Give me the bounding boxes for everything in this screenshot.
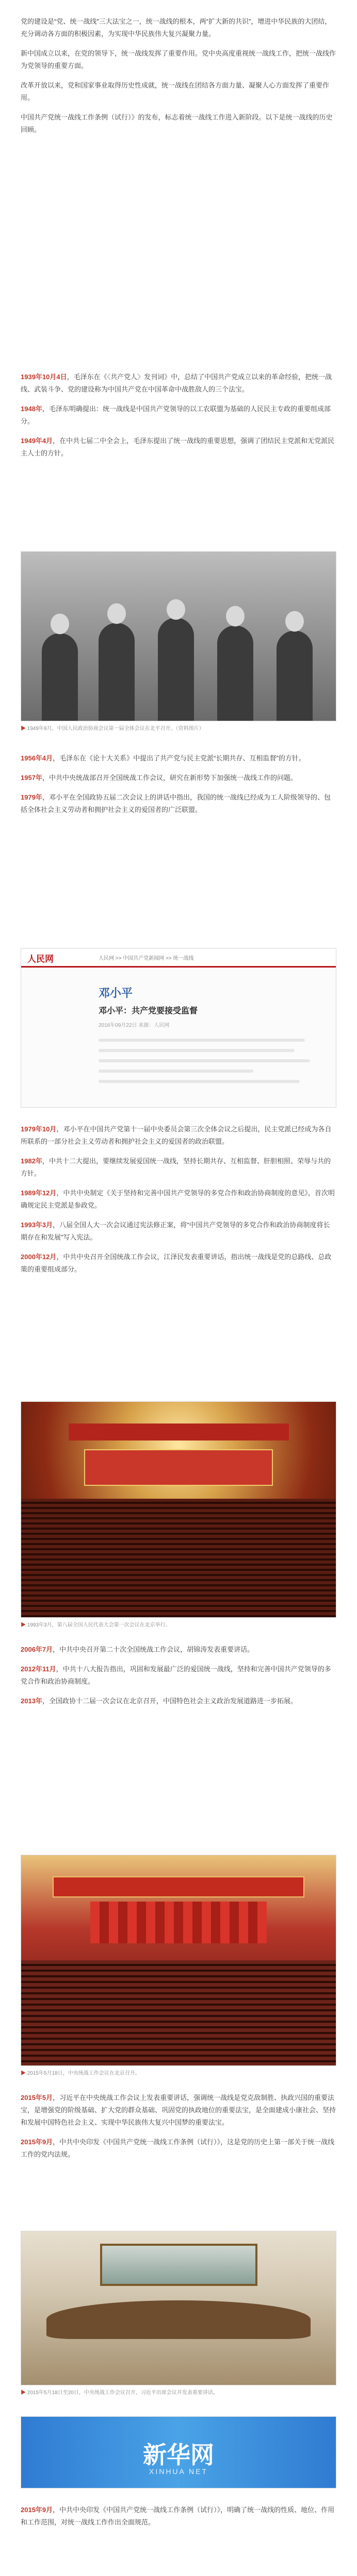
timeline-block-6	[21, 2504, 336, 2529]
timeline-entry: 1948年，毛泽东明确提出：统一战线是中国共产党领导的以工农联盟为基础的人民民主专政的重要组成部分。	[21, 405, 331, 425]
entry-text: 中共十八大报告指出，巩固和发展最广泛的爱国统一战线，坚持和完善中国共产党领导的多党合作和政治协商制度。	[21, 1665, 331, 1685]
great-hall-photo	[21, 1401, 336, 1618]
xinhua-logo-text: 新华网	[143, 2441, 214, 2469]
intro-paragraph-3: 改革开放以来，党和国家事业取得历史性成就，统一战线在团结各方面力量、凝聚人心方面发挥了重要作用。	[21, 81, 330, 101]
entry-date: 1948年	[21, 405, 42, 413]
entry-date: 2012年11月	[21, 1665, 56, 1673]
intro-paragraph-2: 新中国成立以来，在党的领导下，统一战线发挥了重要作用。党中央高度重视统一战线工作，把统一战线作为党领导的重要方面。	[21, 49, 336, 70]
entry-text: 习近平在中央统战工作会议上发表重要讲话，强调统一战线是党克敌制胜、执政兴国的重要法宝，是增强党的阶级基础、扩大党的群众基础、巩固党的执政地位的重要法宝，是全面建成小康社会、坚持和发展中国特色社会主义、实现中华民族伟大复兴中国梦的重要法宝。	[21, 2094, 336, 2126]
entry-text: 中共中央印发《中国共产党统一战线工作条例（试行）》，这是党的历史上第一部关于统一战线工作的党内法规。	[21, 2138, 335, 2158]
entry-date: 1979年10月	[21, 1125, 57, 1133]
entry-text: 中共十二大提出，要继续发展爱国统一战线，坚持长期共存、互相监督、肝胆相照、荣辱与共的方针。	[21, 1157, 331, 1177]
timeline-entry: 2000年12月，中共中央召开全国统战工作会议，江泽民发表重要讲话，指出统一战线是党的总路线、总政策的重要组成部分。	[21, 1253, 332, 1273]
timeline-entry: 1956年4月，毛泽东在《论十大关系》中提出了共产党与民主党派“长期共存、互相监督”的方针。	[21, 754, 305, 762]
entry-text: 八届全国人大一次会议通过宪法修正案，将“中国共产党领导的多党合作和政治协商制度将长期存在和发展”写入宪法。	[21, 1221, 330, 1241]
timeline-entry: 2012年11月，中共十八大报告指出，巩固和发展最广泛的爱国统一战线，坚持和完善中国共产党领导的多党合作和政治协商制度。	[21, 1665, 331, 1685]
timeline-entry: 2006年7月，中共中央召开第二十次全国统战工作会议，胡锦涛发表重要讲话。	[21, 1646, 254, 1653]
timeline-block-5	[21, 2092, 336, 2161]
timeline-entry: 1939年10月4日，毛泽东在《〈共产党人〉发刊词》中，总结了中国共产党成立以来的革命经验，把统一战线、武装斗争、党的建设称为中国共产党在中国革命中战胜敌人的三个法宝。	[21, 373, 332, 393]
photo-caption-2: ▶ 1993年3月，第八届全国人民代表大会第一次会议在北京举行。	[21, 1622, 336, 1629]
entry-date: 1993年3月	[21, 1221, 53, 1229]
entry-text: 中共中央印发《中国共产党统一战线工作条例（试行）》，明确了统一战线的性质、地位、作用和工作范围，对统一战线工作作出全面规范。	[21, 2506, 335, 2526]
timeline-entry: 2013年，全国政协十二届一次会议在北京召开，中国特色社会主义政治发展道路进一步拓展。	[21, 1697, 297, 1705]
news-page-screenshot	[21, 948, 336, 1108]
entry-text: 毛泽东在《论十大关系》中提出了共产党与民主党派“长期共存、互相监督”的方针。	[59, 754, 305, 762]
news-headline: 邓小平：共产党要接受监督	[99, 1007, 198, 1015]
timeline-block-2	[21, 752, 336, 816]
entry-date: 2000年12月	[21, 1253, 57, 1261]
news-meta: 2016年09月22日 来源：人民网	[99, 1023, 170, 1028]
entry-date: 1949年4月	[21, 437, 53, 445]
meeting-room-photo	[21, 2231, 336, 2385]
timeline-entry: 1979年，邓小平在全国政协五届二次会议上的讲话中指出，我国的统一战线已经成为工人阶级领导的、包括全体社会主义劳动者和拥护社会主义的爱国者的广泛联盟。	[21, 793, 331, 814]
timeline-entry: 1993年3月，八届全国人大一次会议通过宪法修正案，将“中国共产党领导的多党合作和政治协商制度将长期存在和发展”写入宪法。	[21, 1221, 330, 1241]
timeline-block-3	[21, 1123, 336, 1276]
entry-text: 在中共七届二中全会上，毛泽东提出了统一战线的重要思想，强调了团结民主党派和无党派民主人士的方针。	[21, 437, 335, 457]
timeline-entry: 1989年12月，中共中央制定《关于坚持和完善中国共产党领导的多党合作和政治协商制度的意见》，首次明确规定民主党派是参政党。	[21, 1189, 335, 1209]
entry-date: 2013年	[21, 1697, 42, 1705]
entry-text: 中共中央统战部召开全国统战工作会议，研究在新形势下加强统一战线工作的问题。	[48, 774, 297, 782]
entry-text: 邓小平在中国共产党第十一届中央委员会第三次全体会议之后提出，民主党派已经成为各自所联系的一部分社会主义劳动者和拥护社会主义的爱国者的政治联盟。	[21, 1125, 332, 1145]
entry-text: 全国政协十二届一次会议在北京召开，中国特色社会主义政治发展道路进一步拓展。	[48, 1697, 297, 1705]
news-logo: 人民网	[27, 954, 54, 964]
entry-date: 2015年9月	[21, 2138, 53, 2146]
intro-paragraph-4: 中国共产党统一战线工作条例（试行）》的发布，标志着统一战线工作进入新阶段。以下是统一战线的历史回顾。	[21, 113, 333, 133]
entry-date: 1939年10月4日	[21, 373, 67, 381]
timeline-block-4	[21, 1643, 336, 1707]
entry-date: 1956年4月	[21, 754, 53, 762]
entry-text: 中共中央召开全国统战工作会议，江泽民发表重要讲话，指出统一战线是党的总路线、总政策的重要组成部分。	[21, 1253, 332, 1273]
entry-date: 1957年	[21, 774, 42, 782]
news-breadcrumb: 人民网 >> 中国共产党新闻网 >> 统一战线	[99, 956, 194, 961]
photo-caption-1: ▶ 1949年9月，中国人民政治协商会议第一届全体会议在北平召开。（资料图片）	[21, 725, 336, 733]
timeline-entry: 1949年4月，在中共七届二中全会上，毛泽东提出了统一战线的重要思想，强调了团结民主党派和无党派民主人士的方针。	[21, 437, 335, 457]
timeline-entry: 1982年，中共十二大提出，要继续发展爱国统一战线，坚持长期共存、互相监督、肝胆相照、荣辱与共的方针。	[21, 1157, 331, 1177]
timeline-block-1	[21, 371, 336, 460]
photo-caption-4: ▶ 2015年5月18日至20日，中央统战工作会议召开，习近平出席会议并发表重要讲话。	[21, 2389, 336, 2397]
timeline-entry: 1957年，中共中央统战部召开全国统战工作会议，研究在新形势下加强统一战线工作的问题。	[21, 774, 297, 782]
entry-date: 2006年7月	[21, 1646, 53, 1653]
entry-date: 1979年	[21, 793, 42, 801]
entry-date: 1982年	[21, 1157, 42, 1165]
timeline-entry: 2015年9月，中共中央印发《中国共产党统一战线工作条例（试行）》，明确了统一战线的性质、地位、作用和工作范围，对统一战线工作作出全面规范。	[21, 2506, 335, 2526]
photo-caption-3: ▶ 2015年5月18日，中央统战工作会议在北京召开。	[21, 2070, 336, 2077]
entry-text: 中共中央召开第二十次全国统战工作会议，胡锦涛发表重要讲话。	[59, 1646, 254, 1653]
historic-meeting-photo	[21, 551, 336, 721]
entry-text: 毛泽东明确提出：统一战线是中国共产党领导的以工农联盟为基础的人民民主专政的重要组成部分。	[21, 405, 331, 425]
timeline-entry: 2015年9月，中共中央印发《中国共产党统一战线工作条例（试行）》，这是党的历史上第一部关于统一战线工作的党内法规。	[21, 2138, 335, 2158]
xinhua-logo-sub: XINHUA NET	[149, 2467, 208, 2476]
timeline-entry: 1979年10月，邓小平在中国共产党第十一届中央委员会第三次全体会议之后提出，民主党派已经成为各自所联系的一部分社会主义劳动者和拥护社会主义的爱国者的政治联盟。	[21, 1125, 332, 1145]
entry-date: 1989年12月	[21, 1189, 57, 1197]
news-header	[21, 948, 336, 968]
intro-paragraph-1: 党的建设是“党、统一战线”三大法宝之一，统一战线的根本，两“扩大新的共识”，增进中华民族的大团结，充分调动各方面的积极因素，为实现中华民族伟大复兴凝聚力量。	[21, 18, 332, 38]
entry-text: 邓小平在全国政协五届二次会议上的讲话中指出，我国的统一战线已经成为工人阶级领导的、包括全体社会主义劳动者和拥护社会主义的爱国者的广泛联盟。	[21, 793, 331, 814]
xinhua-banner	[21, 2416, 336, 2488]
congress-hall-photo	[21, 1855, 336, 2066]
entry-text: 中共中央制定《关于坚持和完善中国共产党领导的多党合作和政治协商制度的意见》，首次明确规定民主党派是参政党。	[21, 1189, 335, 1209]
entry-text: 毛泽东在《〈共产党人〉发刊词》中，总结了中国共产党成立以来的革命经验，把统一战线、武装斗争、党的建设称为中国共产党在中国革命中战胜敌人的三个法宝。	[21, 373, 332, 393]
intro-block	[21, 15, 336, 136]
entry-date: 2015年5月	[21, 2094, 53, 2102]
news-name: 邓小平	[99, 987, 133, 1000]
entry-date: 2015年9月	[21, 2506, 53, 2514]
timeline-entry: 2015年5月，习近平在中央统战工作会议上发表重要讲话，强调统一战线是党克敌制胜、执政兴国的重要法宝，是增强党的阶级基础、扩大党的群众基础、巩固党的执政地位的重要法宝，是全面建成小康社会、坚持和发展中国特色社会主义、实现中华民族伟大复兴中国梦的重要法宝。	[21, 2094, 336, 2126]
